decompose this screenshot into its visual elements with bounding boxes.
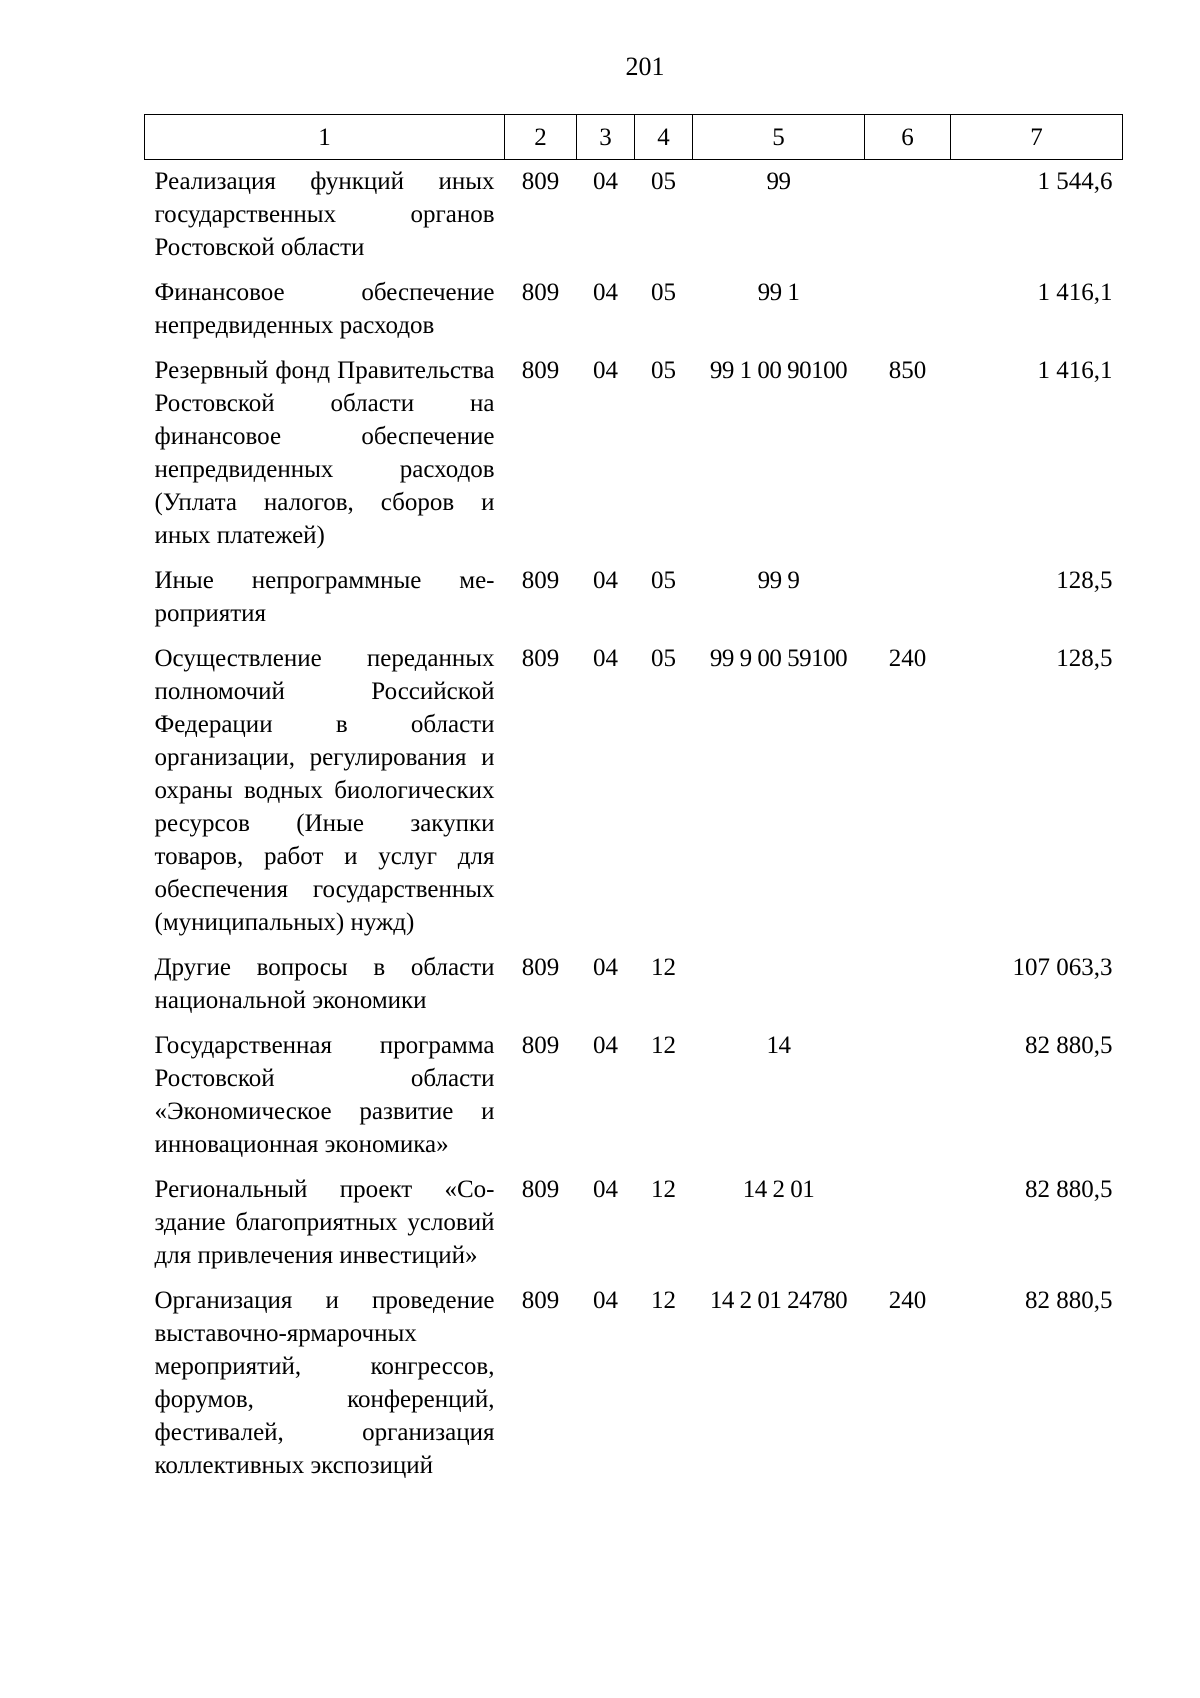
header-col-5: 5 <box>693 115 865 160</box>
page-number: 201 <box>625 52 665 81</box>
row-expense-type <box>865 1024 951 1168</box>
row-section-code: 04 <box>593 1032 618 1059</box>
row-section-code: 04 <box>593 1176 618 1203</box>
header-col-2: 2 <box>505 115 577 160</box>
row-ministry-code: 809 <box>521 1287 560 1314</box>
row-section-code: 04 <box>593 954 618 981</box>
row-target-article: 99 9 <box>757 567 800 594</box>
row-amount: 128,5 <box>1056 567 1113 594</box>
row-target-article <box>693 946 865 1024</box>
row-amount: 1 544,6 <box>1037 168 1113 195</box>
table-row <box>145 559 1123 637</box>
row-name: Другие вопросы в области национальной экономики <box>154 954 495 1014</box>
row-name: Организация и проведение выставочно-ярмарочных мероприятий, конгрессов, форумов, конференций, фестивалей, организация коллективных экспозиций <box>154 1287 495 1479</box>
row-ministry-code: 809 <box>521 1032 560 1059</box>
row-expense-type: 850 <box>888 357 927 384</box>
row-ministry-code: 809 <box>521 1176 560 1203</box>
table-header <box>145 115 1123 160</box>
table-row <box>145 1168 1123 1279</box>
row-expense-type: 240 <box>888 645 927 672</box>
row-ministry-code: 809 <box>521 567 560 594</box>
row-ministry-code: 809 <box>521 279 560 306</box>
row-amount: 1 416,1 <box>1037 279 1113 306</box>
row-subsection-code: 12 <box>651 1176 676 1203</box>
row-target-article: 99 <box>766 168 791 195</box>
row-amount: 82 880,5 <box>1025 1287 1113 1314</box>
row-target-article: 99 1 <box>757 279 800 306</box>
row-target-article: 14 2 01 24780 <box>709 1287 848 1314</box>
row-section-code: 04 <box>593 567 618 594</box>
row-amount: 107 063,3 <box>1012 954 1113 981</box>
row-section-code: 04 <box>593 168 618 195</box>
row-amount: 128,5 <box>1056 645 1113 672</box>
table-row <box>145 160 1123 272</box>
row-name: Государственная программа Ростовской области «Экономическое развитие и инновационная экономика» <box>154 1032 495 1158</box>
header-col-7: 7 <box>951 115 1123 160</box>
row-expense-type <box>865 559 951 637</box>
row-section-code: 04 <box>593 357 618 384</box>
row-ministry-code: 809 <box>521 357 560 384</box>
budget-table <box>144 114 1123 1489</box>
header-col-3: 3 <box>577 115 635 160</box>
row-target-article: 99 1 00 90100 <box>709 357 848 384</box>
row-target-article: 14 <box>766 1032 791 1059</box>
header-col-6: 6 <box>865 115 951 160</box>
row-name: Региональный проект «Создание благоприятных условий для привлечения инвестиций» <box>154 1176 495 1269</box>
row-ministry-code: 809 <box>521 645 560 672</box>
row-expense-type <box>865 1168 951 1279</box>
row-section-code: 04 <box>593 1287 618 1314</box>
row-subsection-code: 05 <box>651 567 676 594</box>
table-row <box>145 637 1123 946</box>
row-target-article: 14 2 01 <box>742 1176 815 1203</box>
row-amount: 1 416,1 <box>1037 357 1113 384</box>
row-expense-type: 240 <box>888 1287 927 1314</box>
table-row <box>145 1024 1123 1168</box>
row-expense-type <box>865 160 951 272</box>
row-name: Осуществление переданных полномочий Российской Федерации в области организации, регулирования и охраны водных биологических ресурсов (Иные закупки товаров, работ и услуг для обеспечения государственных (муниципальных) нужд) <box>154 645 495 936</box>
header-col-1: 1 <box>145 115 505 160</box>
row-expense-type <box>865 271 951 349</box>
row-subsection-code: 12 <box>651 1287 676 1314</box>
row-ministry-code: 809 <box>521 168 560 195</box>
row-section-code: 04 <box>593 645 618 672</box>
row-subsection-code: 12 <box>651 954 676 981</box>
row-amount: 82 880,5 <box>1025 1032 1113 1059</box>
row-name: Реализация функций иных государственных органов Ростовской области <box>154 168 495 261</box>
table-row <box>145 946 1123 1024</box>
row-name: Финансовое обеспечение непредвиденных расходов <box>154 279 495 339</box>
header-row <box>145 115 1123 160</box>
row-amount: 82 880,5 <box>1025 1176 1113 1203</box>
table-row <box>145 349 1123 559</box>
table-body <box>145 160 1123 1490</box>
row-target-article: 99 9 00 59100 <box>709 645 848 672</box>
table-row <box>145 1279 1123 1489</box>
header-col-4: 4 <box>635 115 693 160</box>
table-row <box>145 271 1123 349</box>
row-ministry-code: 809 <box>521 954 560 981</box>
row-subsection-code: 12 <box>651 1032 676 1059</box>
row-subsection-code: 05 <box>651 645 676 672</box>
row-name: Резервный фонд Правительства Ростовской области на финансовое обеспечение непредвиденных расходов (Уплата налогов, сборов и иных платежей) <box>154 357 495 549</box>
row-subsection-code: 05 <box>651 357 676 384</box>
row-subsection-code: 05 <box>651 168 676 195</box>
row-expense-type <box>865 946 951 1024</box>
row-section-code: 04 <box>593 279 618 306</box>
row-subsection-code: 05 <box>651 279 676 306</box>
row-name: Иные непрограммные мероприятия <box>154 567 495 627</box>
